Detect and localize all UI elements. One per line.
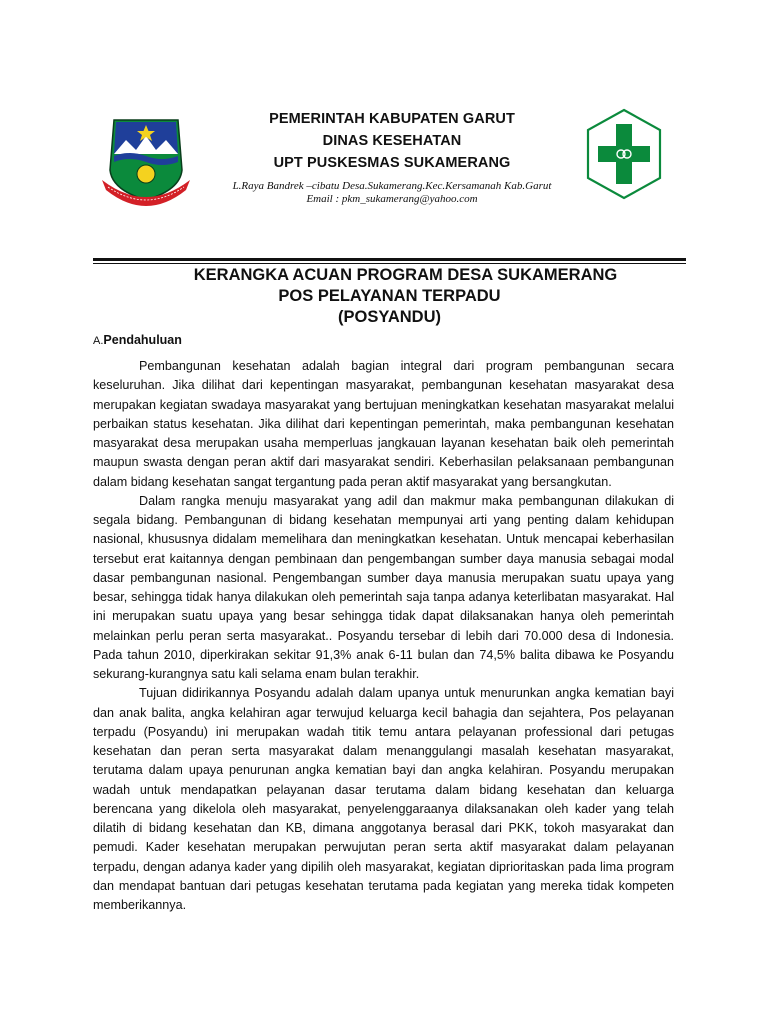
paragraph: Pembangunan kesehatan adalah bagian integral dari program pembangunan secara keseluruhan. Jika dilihat dari kepentingan masyarakat, pembangunan kesehatan masyarakat desa merupakan kegiatan swadaya masyarakat yang bertujuan meningkatkan kesehatan masyarakat melalui perbaikan status kesehatan. Jika dilihat dari kepentingan pemerintah, maka pembangunan kesehatan masyarakat desa merupakan usaha memperluas jangkauan layanan kesehatan baik oleh pemerintah maupun swasta dengan peran aktif dari masyarakat sendiri. Keberhasilan pelaksanaan pembangunan dalam bidang kesehatan sangat tergantung pada peran aktif masyarakat yang bersangkutan.	[93, 359, 674, 489]
letterhead-department: DINAS KESEHATAN	[322, 133, 462, 149]
letterhead-rule-thick	[93, 258, 686, 261]
section-number: A.	[93, 335, 104, 347]
section-heading	[93, 333, 182, 347]
letterhead-institution: UPT PUSKESMAS SUKAMERANG	[273, 155, 511, 171]
puskesmas-cross-emblem	[586, 108, 662, 200]
section-title: Pendahuluan	[103, 333, 182, 347]
title-line-1: KERANGKA ACUAN PROGRAM DESA SUKAMERANG	[193, 266, 618, 284]
letterhead-email: Email : pkm_sukamerang@yahoo.com	[306, 193, 478, 205]
letterhead-government: PEMERINTAH KABUPATEN GARUT	[269, 111, 515, 127]
letterhead-contact	[200, 180, 584, 206]
garut-regency-emblem	[96, 110, 196, 214]
letterhead	[200, 108, 584, 174]
letterhead-rule-thin	[93, 263, 686, 264]
title-line-2: POS PELAYANAN TERPADU	[278, 287, 501, 305]
letterhead-address: L.Raya Bandrek –cibatu Desa.Sukamerang.Kec.Kersamanah Kab.Garut	[232, 180, 552, 192]
paragraph: Tujuan didirikannya Posyandu adalah dalam upanya untuk menurunkan angka kematian bayi dan anak balita, angka kelahiran agar terwujud keluarga kecil bahagia dan sejahtera, Pos pelayanan terpadu (Posyandu) ini merupakan wadah titik temu antara pelayanan professional dari petugas kesehatan dan peran serta masyarakat dalam menanggulangi masalah kesehatan masyarakat, terutama dalam upaya penurunan angka kematian bayi dan angka kelahiran. Posyandu merupakan wadah untuk mendapatkan pelayanan dasar terutama dalam bidang kesehatan dan keluarga berencana yang dikelola oleh masyarakat, penyelenggaraanya dilaksanakan oleh kader yang telah dilatih di bidang kesehatan dan KB, dimana anggotanya berasal dari PKK, tokoh masyarakat dan pemudi. Kader kesehatan merupakan perwujutan peran serta aktif masyarakat dalam pelayanan terpadu, dengan adanya kader yang dipilih oleh masyarakat, kegiatan diprioritaskan pada lima program dan mendapat bantuan dari petugas kesehatan terutama pada kegiatan yang mereka tidak kompeten memberikannya.	[93, 686, 674, 912]
title-line-3: (POSYANDU)	[338, 308, 441, 326]
paragraph: Dalam rangka menuju masyarakat yang adil dan makmur maka pembangunan dilakukan di segala bidang. Pembangunan di bidang kesehatan mempunyai arti yang penting dalam kehidupan nasional, khususnya didalam memelihara dan meningkatkan kesehatan. Untuk mencapai keberhasilan tersebut erat kaitannya dengan pembinaan dan pengembangan sumber daya manusia sebagai modal dasar pembangunan nasional. Pengembangan sumber daya manusia merupakan suatu upaya yang besar, sehingga tidak hanya dilakukan oleh pemerintah saja tanpa adanya keterlibatan masyarakat. Hal ini merupakan suatu upaya yang besar sehingga tidak dapat dilaksanakan hanya oleh pemerintah melainkan perlu peran serta masyarakat.. Posyandu tersebar di lebih dari 70.000 desa di Indonesia. Pada tahun 2010, diperkirakan sekitar 91,3% anak 6-11 bulan dan 74,5% balita dibawa ke Posyandu sekurang-kurangnya satu kali selama enam bulan terakhir.	[93, 493, 674, 681]
document-title	[93, 265, 686, 328]
body-text	[93, 357, 674, 915]
